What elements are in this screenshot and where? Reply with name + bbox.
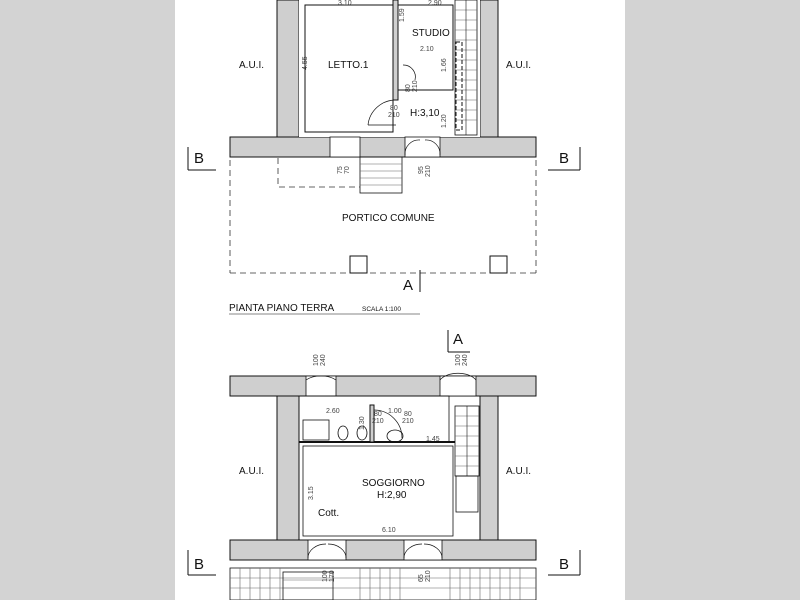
top-height-label: H:3,10 [410,108,440,119]
door-bath2-height: 210 [402,418,414,425]
door-bath2-width: 80 [404,411,412,418]
win-n1-height: 240 [320,354,327,366]
plan-scale: SCALA 1:100 [362,306,402,313]
win-n2-width: 100 [455,354,462,366]
win-b-height: 210 [425,165,432,177]
studio-label: STUDIO [412,28,450,39]
top-left-wall [277,0,299,137]
cott-label: Cott. [318,508,340,519]
portico-column-left [350,256,367,273]
door-a-width: 80 [390,105,398,112]
dim-159: 1.59 [399,8,406,22]
plan-title: PIANTA PIANO TERRA [229,303,335,314]
letto-label: LETTO.1 [328,60,369,71]
door-s2-width: 65 [418,574,425,582]
bottom-north-wall [230,376,536,396]
section-b-right-bottom: B [559,556,570,573]
door-s1-height: 170 [329,570,336,582]
section-a-top: A [403,277,414,294]
win-a-height: 70 [344,166,351,174]
section-b-left-top: B [194,150,205,167]
dim-100: 1.00 [388,408,402,415]
door-b-height: 210 [412,80,419,92]
door-a-height: 210 [388,112,400,119]
dim-260: 2.60 [326,408,340,415]
terrace-grid [230,568,536,600]
dim-315: 3.15 [308,486,315,500]
win-n1-width: 100 [313,354,320,366]
door-bath-height: 210 [372,418,384,425]
dim-145: 1.45 [426,436,440,443]
top-right-wall [480,0,498,137]
dim-130: 1.30 [359,416,366,430]
door-s2-height: 210 [425,570,432,582]
bottom-south-wall [230,540,536,560]
door-bath-width: 80 [374,411,382,418]
aui-left-label-top: A.U.I. [239,60,265,71]
aui-left-label-bottom: A.U.I. [239,466,265,477]
section-b-left-bottom: B [194,556,205,573]
door-s1-width: 100 [322,570,329,582]
dim-166: 1.66 [441,58,448,72]
section-a-bottom: A [453,331,464,348]
dim-610: 6.10 [382,527,396,534]
dim-210: 2.10 [420,46,434,53]
dim-455: 4.55 [302,56,309,70]
door-b-width: 80 [405,84,412,92]
soggiorno-label: SOGGIORNO [362,478,425,489]
portico-label: PORTICO COMUNE [342,213,435,224]
win-a-width: 75 [337,166,344,174]
win-n2-height: 240 [462,354,469,366]
win-b-width: 95 [418,166,425,174]
aui-right-label-top: A.U.I. [506,60,532,71]
dim-310: 3.10 [338,0,352,7]
section-b-right-top: B [559,150,570,167]
top-south-wall [230,137,536,157]
bottom-height-label: H:2,90 [377,490,407,501]
dim-290: 2.90 [428,0,442,7]
aui-right-label-bottom: A.U.I. [506,466,532,477]
portico-column-right [490,256,507,273]
dim-120: 1.20 [441,114,448,128]
bottom-left-wall [277,396,299,540]
bottom-right-wall [480,396,498,540]
